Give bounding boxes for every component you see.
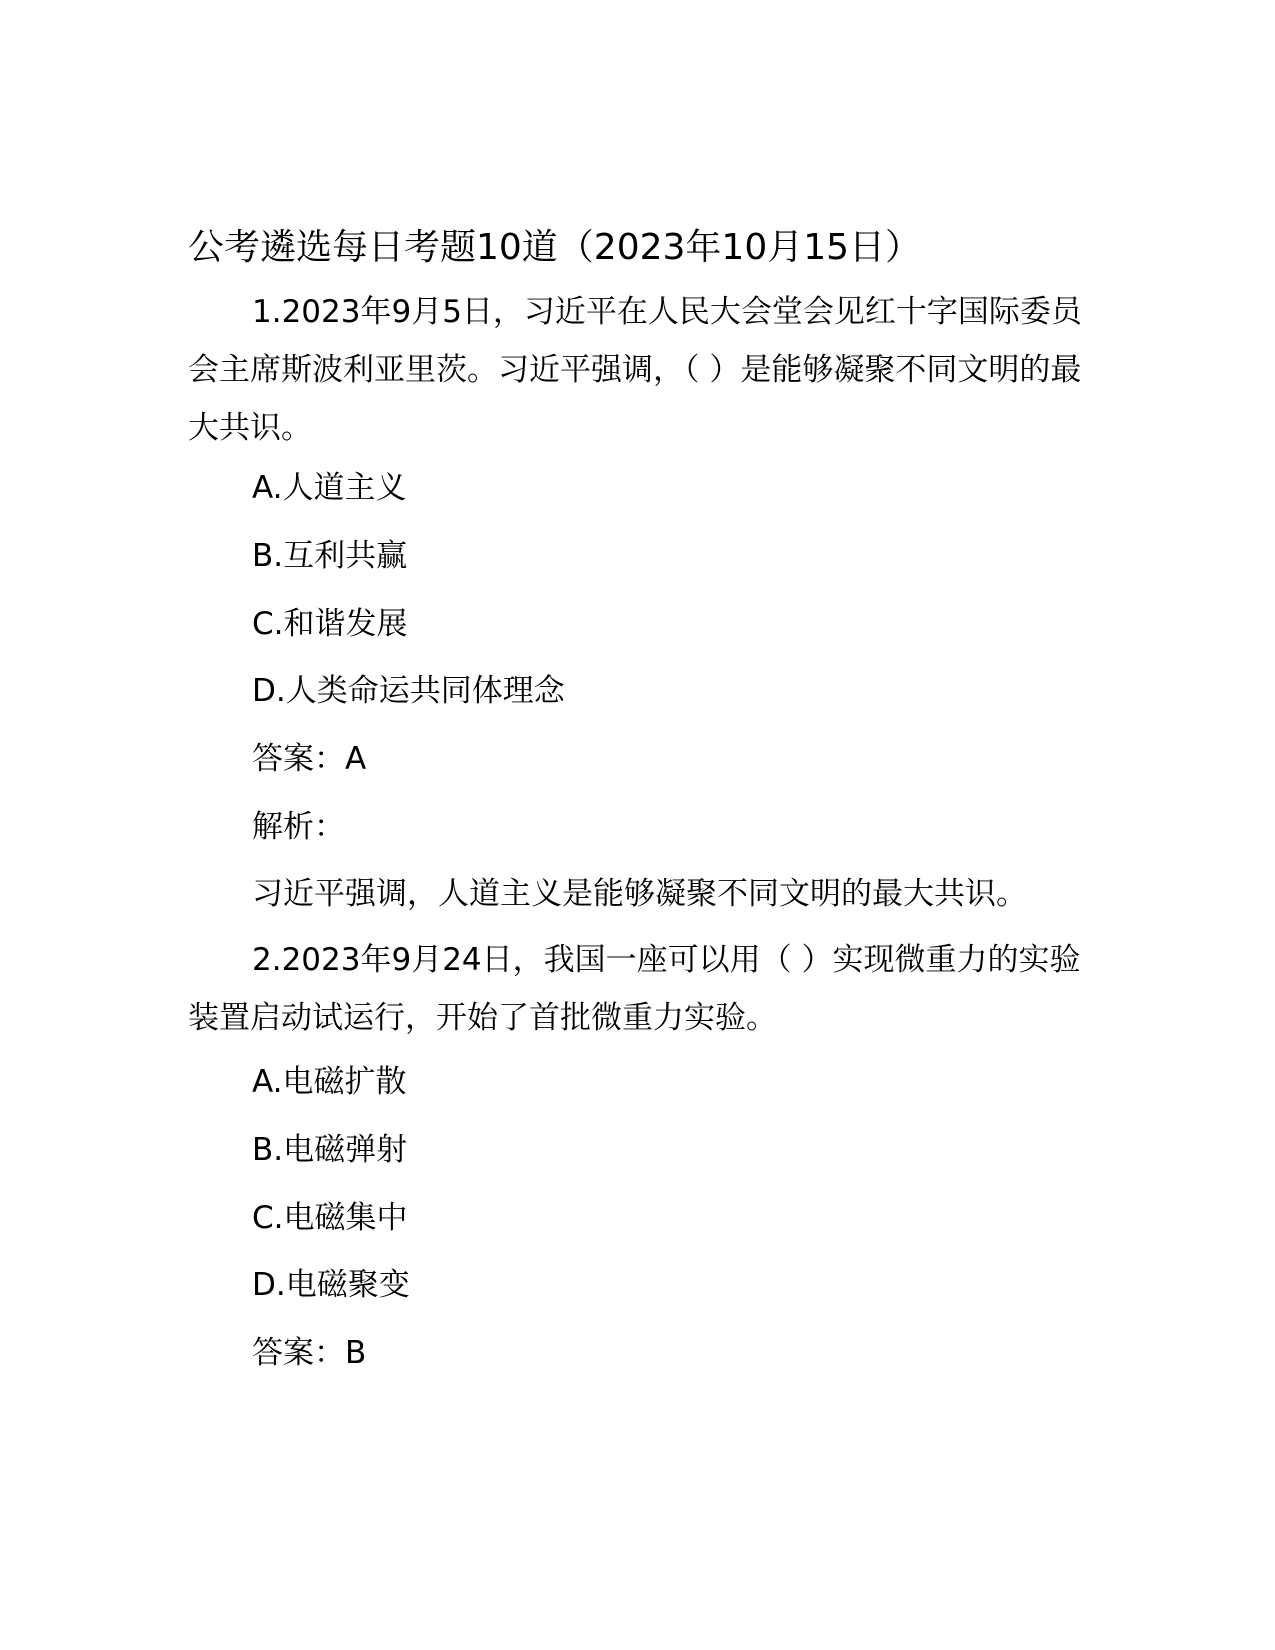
question-1-option-d: D.人类命运共同体理念	[252, 673, 565, 709]
question-2-option-c: C.电磁集中	[252, 1200, 408, 1236]
question-2-option-b: B.电磁弹射	[252, 1132, 408, 1168]
document-title: 公考遴选每日考题10道（2023年10月15日）	[188, 227, 922, 268]
question-1-option-c: C.和谐发展	[252, 606, 408, 642]
question-1-analysis-label: 解析：	[252, 809, 345, 845]
question-1-option-b: B.互利共赢	[252, 538, 408, 574]
question-2-stem: 2.2023年9月24日，我国一座可以用（ ）实现微重力的实验装置启动试运行，开始了首批微重力实验。	[188, 942, 1081, 1036]
question-2-answer: 答案：B	[252, 1335, 367, 1371]
question-1-answer: 答案：A	[252, 741, 367, 777]
question-2-option-d: D.电磁聚变	[252, 1267, 410, 1303]
question-1-analysis: 习近平强调，人道主义是能够凝聚不同文明的最大共识。	[252, 876, 1027, 912]
question-2-option-a: A.电磁扩散	[252, 1064, 407, 1100]
question-1-option-a: A.人道主义	[252, 470, 407, 506]
question-1-stem: 1.2023年9月5日，习近平在人民大会堂会见红十字国际委员会主席斯波利亚里茨。习近平强调，（ ）是能够凝聚不同文明的最大共识。	[188, 294, 1082, 446]
